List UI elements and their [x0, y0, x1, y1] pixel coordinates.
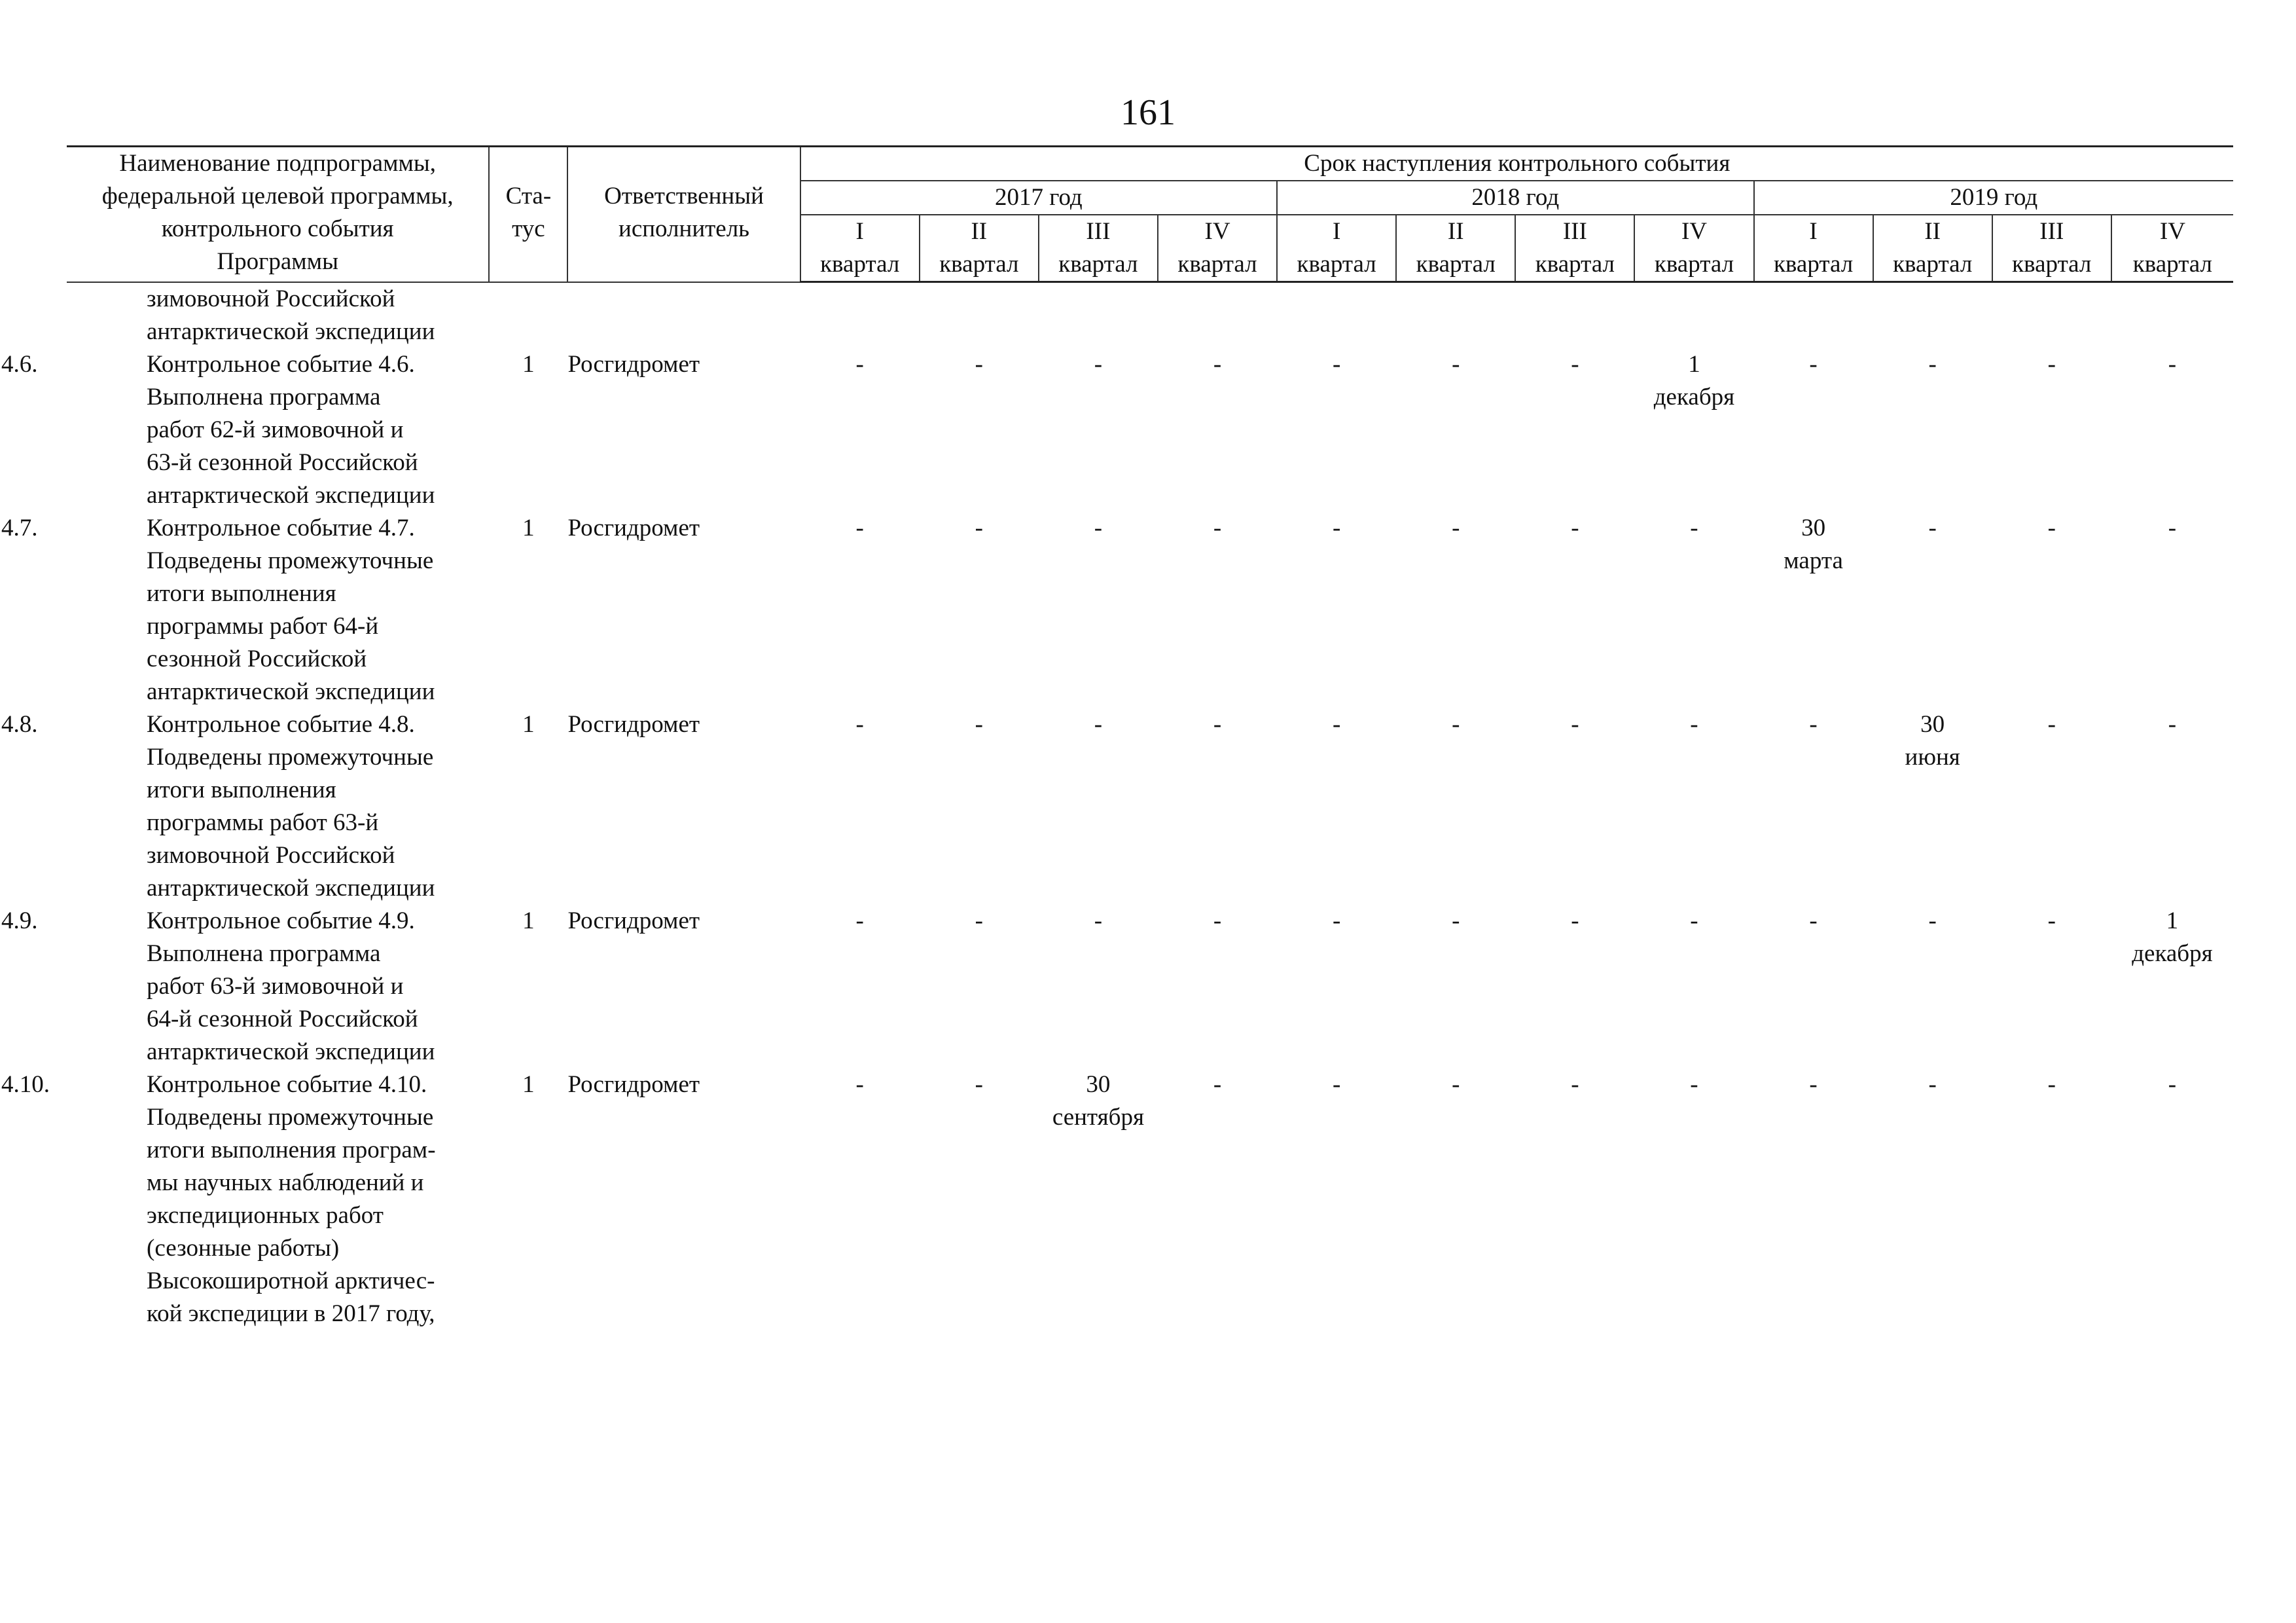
cell-value: - — [1094, 350, 1103, 378]
cell-value: - — [1094, 514, 1103, 541]
quarter-cell — [2111, 512, 2233, 708]
quarter-cell — [1754, 905, 1873, 1068]
quarter-cell — [1515, 708, 1634, 905]
quarter-cell — [920, 1068, 1039, 1330]
quarter-cell — [1039, 512, 1158, 708]
quarter-numeral: IV — [1204, 218, 1230, 245]
empty-cell — [1992, 282, 2111, 348]
quarter-word: квартал — [1535, 251, 1615, 278]
quarter-cell — [1992, 1068, 2111, 1330]
header-quarter — [1992, 215, 2111, 282]
quarter-cell — [1634, 708, 1753, 905]
empty-cell — [1873, 282, 1992, 348]
cell-value: - — [1690, 1070, 1698, 1098]
row-text-line: итоги выполнения — [147, 579, 336, 607]
quarter-numeral: III — [1086, 218, 1111, 245]
empty-cell — [1158, 282, 1277, 348]
header-executor-column — [567, 147, 800, 282]
empty-cell — [1277, 282, 1396, 348]
header-deadline: Срок наступления контрольного события — [800, 147, 2233, 181]
cell-value: - — [1809, 710, 1818, 738]
quarter-cell — [800, 905, 920, 1068]
header-quarter — [1039, 215, 1158, 282]
row-text-line: итоги выполнения — [147, 776, 336, 803]
cell-value: - — [2168, 1070, 2177, 1098]
quarter-word: квартал — [1177, 251, 1257, 278]
row-status: 1 — [522, 1070, 535, 1098]
row-text-line: программы работ 64-й — [147, 612, 379, 640]
header-quarter — [1754, 215, 1873, 282]
quarter-word: квартал — [1416, 251, 1496, 278]
row-number: 4.8. — [1, 710, 38, 738]
cell-value: - — [1690, 710, 1698, 738]
table-header — [67, 147, 2233, 282]
empty-cell — [1396, 282, 1515, 348]
empty-cell — [489, 282, 567, 348]
cell-value: - — [1571, 350, 1579, 378]
cell-month: марта — [1784, 547, 1843, 574]
row-executor: Росгидромет — [567, 907, 700, 934]
quarter-cell — [1039, 708, 1158, 905]
row-number: 4.10. — [1, 1070, 50, 1098]
row-text-line: Подведены промежуточные — [147, 547, 434, 574]
quarter-cell — [1873, 905, 1992, 1068]
row-text-line: Подведены промежуточные — [147, 743, 434, 771]
cell-value: 1 — [1688, 350, 1700, 378]
quarter-cell — [2111, 905, 2233, 1068]
row-status: 1 — [522, 907, 535, 934]
quarter-cell — [920, 708, 1039, 905]
cell-value: - — [1809, 907, 1818, 934]
quarter-cell — [1158, 1068, 1277, 1330]
header-name-line: Программы — [217, 248, 338, 275]
cell-value: 30 — [1801, 514, 1826, 541]
quarter-cell — [1873, 708, 1992, 905]
header-quarter — [1873, 215, 1992, 282]
row-text-line: Контрольное событие 4.7. — [147, 514, 415, 541]
quarter-numeral: II — [971, 218, 988, 245]
quarter-word: квартал — [1297, 251, 1376, 278]
quarter-numeral: III — [2039, 218, 2064, 245]
quarter-cell — [1277, 512, 1396, 708]
quarter-cell — [1396, 1068, 1515, 1330]
row-text-line: сезонной Российской — [147, 645, 367, 672]
cell-value: - — [1332, 1070, 1341, 1098]
row-text-line: антарктической экспедиции — [147, 481, 435, 509]
quarter-cell — [1277, 348, 1396, 512]
quarter-cell — [1754, 512, 1873, 708]
table-row — [67, 905, 2233, 1068]
quarter-numeral: III — [1562, 218, 1587, 245]
quarter-word: квартал — [1058, 251, 1138, 278]
cell-value: - — [1571, 907, 1579, 934]
quarter-cell — [1277, 905, 1396, 1068]
row-name-cell — [1, 905, 489, 1068]
cell-value: - — [1213, 514, 1222, 541]
header-quarter — [1634, 215, 1753, 282]
cell-value: - — [2168, 514, 2177, 541]
cell-value: - — [1094, 907, 1103, 934]
quarter-cell — [1873, 512, 1992, 708]
row-number: 4.7. — [1, 514, 38, 541]
cell-value: - — [975, 710, 983, 738]
table-row — [67, 708, 2233, 905]
row-name-cell — [1, 708, 489, 905]
header-quarter — [2111, 215, 2233, 282]
cell-value: - — [1452, 350, 1460, 378]
row-text-line: антарктической экспедиции — [147, 318, 435, 345]
cell-value: - — [1690, 907, 1698, 934]
table-row — [67, 348, 2233, 512]
cell-value: - — [1213, 710, 1222, 738]
quarter-cell — [1754, 348, 1873, 512]
row-text-line: Контрольное событие 4.10. — [147, 1070, 427, 1098]
quarter-word: квартал — [1773, 251, 1854, 278]
cell-value: - — [1094, 710, 1103, 738]
quarter-cell — [1634, 905, 1753, 1068]
row-executor: Росгидромет — [567, 710, 700, 738]
empty-cell — [2111, 282, 2233, 348]
header-year-2018: 2018 год — [1277, 181, 1753, 215]
cell-value: - — [1452, 710, 1460, 738]
row-text-line: антарктической экспедиции — [147, 678, 435, 705]
table-row — [67, 282, 2233, 348]
row-text-line: Выполнена программа — [147, 383, 381, 410]
quarter-cell — [1754, 1068, 1873, 1330]
quarter-cell — [2111, 1068, 2233, 1330]
cell-value: - — [1928, 350, 1937, 378]
quarter-cell — [1873, 1068, 1992, 1330]
quarter-word: квартал — [1893, 251, 1973, 278]
table-row — [67, 512, 2233, 708]
row-text-line: работ 63-й зимовочной и — [147, 972, 404, 1000]
control-events-table — [1, 145, 2233, 1330]
cell-value: - — [2047, 907, 2056, 934]
quarter-cell — [800, 348, 920, 512]
quarter-cell — [2111, 708, 2233, 905]
quarter-numeral: II — [1447, 218, 1464, 245]
cell-value: - — [855, 1070, 864, 1098]
cell-value: - — [855, 514, 864, 541]
quarter-cell — [1515, 348, 1634, 512]
cell-month: сентября — [1052, 1103, 1144, 1131]
quarter-numeral: IV — [2159, 218, 2185, 245]
header-name-column — [67, 147, 489, 282]
quarter-cell — [800, 708, 920, 905]
cell-value: - — [2047, 710, 2056, 738]
header-quarter — [1515, 215, 1634, 282]
row-text-line: работ 62-й зимовочной и — [147, 416, 404, 443]
cell-value: - — [2047, 514, 2056, 541]
quarter-cell — [1992, 512, 2111, 708]
quarter-cell — [1515, 1068, 1634, 1330]
cell-value: - — [855, 350, 864, 378]
cell-value: - — [1809, 350, 1818, 378]
quarter-cell — [1634, 512, 1753, 708]
quarter-cell — [1396, 905, 1515, 1068]
cell-value: - — [1571, 1070, 1579, 1098]
quarter-cell — [1992, 708, 2111, 905]
row-executor: Росгидромет — [567, 514, 700, 541]
header-quarter — [1277, 215, 1396, 282]
quarter-cell — [1158, 348, 1277, 512]
cell-value: - — [975, 514, 983, 541]
quarter-cell — [1396, 348, 1515, 512]
quarter-cell — [920, 905, 1039, 1068]
empty-cell — [920, 282, 1039, 348]
empty-cell — [567, 282, 800, 348]
cell-value: - — [2168, 350, 2177, 378]
cell-value: 30 — [1086, 1070, 1111, 1098]
cell-value: - — [1690, 514, 1698, 541]
row-text-line: антарктической экспедиции — [147, 874, 435, 902]
cell-value: - — [1809, 1070, 1818, 1098]
quarter-numeral: II — [1924, 218, 1941, 245]
row-text-line: зимовочной Российской — [147, 841, 395, 869]
empty-cell — [1634, 282, 1753, 348]
cell-value: - — [1332, 710, 1341, 738]
row-text-line: итоги выполнения програм- — [147, 1136, 436, 1163]
row-text-line: экспедиционных работ — [147, 1201, 384, 1229]
empty-cell — [1754, 282, 1873, 348]
quarter-cell — [1515, 512, 1634, 708]
quarter-cell — [1277, 708, 1396, 905]
quarter-cell — [800, 512, 920, 708]
cell-value: - — [2047, 1070, 2056, 1098]
quarter-word: квартал — [2012, 251, 2092, 278]
quarter-cell — [2111, 348, 2233, 512]
header-status-line: тус — [512, 215, 545, 242]
row-text — [67, 282, 489, 348]
header-status-line: Ста- — [505, 183, 552, 210]
cell-value: - — [1332, 907, 1341, 934]
row-text-line: мы научных наблюдений и — [147, 1169, 424, 1196]
cell-value: - — [1571, 514, 1579, 541]
table-row — [67, 1068, 2233, 1330]
header-name-line: федеральной целевой программы, — [101, 183, 454, 210]
quarter-cell — [1992, 348, 2111, 512]
row-text-line: программы работ 63-й — [147, 809, 379, 836]
header-status-column — [489, 147, 567, 282]
cell-value: - — [1452, 907, 1460, 934]
header-executor-line: исполнитель — [619, 215, 750, 242]
header-quarter — [1158, 215, 1277, 282]
quarter-cell — [1396, 708, 1515, 905]
quarter-word: квартал — [820, 251, 900, 278]
cell-value: 1 — [2166, 907, 2179, 934]
cell-month: декабря — [1653, 383, 1735, 410]
quarter-cell — [1396, 512, 1515, 708]
cell-month: декабря — [2132, 939, 2213, 967]
header-executor-line: Ответственный — [604, 183, 764, 210]
row-text-line: Выполнена программа — [147, 939, 381, 967]
quarter-cell — [1634, 348, 1753, 512]
row-name-cell — [1, 1068, 489, 1330]
empty-cell — [1039, 282, 1158, 348]
cell-value: - — [1928, 907, 1937, 934]
quarter-cell — [1158, 512, 1277, 708]
row-executor: Росгидромет — [567, 350, 700, 378]
quarter-cell — [1992, 905, 2111, 1068]
row-number: 4.6. — [1, 350, 38, 378]
quarter-numeral: IV — [1681, 218, 1707, 245]
empty-cell — [1515, 282, 1634, 348]
empty-cell — [800, 282, 920, 348]
quarter-cell — [920, 348, 1039, 512]
quarter-numeral: I — [1332, 218, 1341, 245]
quarter-cell — [1158, 708, 1277, 905]
header-name-line: Наименование подпрограммы, — [119, 150, 437, 177]
quarter-cell — [1039, 348, 1158, 512]
row-status: 1 — [522, 350, 535, 378]
header-year-2017: 2017 год — [800, 181, 1277, 215]
quarter-cell — [1873, 348, 1992, 512]
row-text-line: антарктической экспедиции — [147, 1038, 435, 1065]
cell-value: - — [1213, 350, 1222, 378]
quarter-word: квартал — [2132, 251, 2213, 278]
quarter-numeral: I — [1809, 218, 1818, 245]
row-text-line: Контрольное событие 4.8. — [147, 710, 415, 738]
row-name-cell — [1, 348, 489, 512]
header-year-2019: 2019 год — [1754, 181, 2233, 215]
quarter-word: квартал — [939, 251, 1019, 278]
row-text-line: Высокоширотной арктичес- — [147, 1267, 435, 1294]
cell-value: 30 — [1920, 710, 1945, 738]
cell-value: - — [855, 710, 864, 738]
header-quarter — [1396, 215, 1515, 282]
row-executor: Росгидромет — [567, 1070, 700, 1098]
quarter-cell — [800, 1068, 920, 1330]
cell-value: - — [1928, 1070, 1937, 1098]
quarter-cell — [1158, 905, 1277, 1068]
header-quarter — [920, 215, 1039, 282]
row-text-line: 63-й сезонной Российской — [147, 448, 418, 476]
cell-value: - — [975, 1070, 983, 1098]
quarter-cell — [1634, 1068, 1753, 1330]
cell-value: - — [975, 907, 983, 934]
cell-value: - — [1213, 1070, 1222, 1098]
header-quarter — [800, 215, 920, 282]
quarter-word: квартал — [1654, 251, 1734, 278]
quarter-numeral: I — [855, 218, 864, 245]
row-text-line: Контрольное событие 4.9. — [147, 907, 415, 934]
cell-value: - — [1332, 350, 1341, 378]
cell-value: - — [1571, 710, 1579, 738]
row-text-line: кой экспедиции в 2017 году, — [147, 1300, 435, 1327]
row-text-line: (сезонные работы) — [147, 1234, 340, 1262]
cell-month: июня — [1905, 743, 1960, 771]
row-text-line: зимовочной Российской — [147, 285, 395, 312]
quarter-cell — [1039, 1068, 1158, 1330]
header-name-line: контрольного события — [161, 215, 394, 242]
cell-value: - — [1452, 514, 1460, 541]
quarter-cell — [1039, 905, 1158, 1068]
row-number: 4.9. — [1, 907, 38, 934]
cell-value: - — [1928, 514, 1937, 541]
cell-value: - — [855, 907, 864, 934]
row-text-line: 64-й сезонной Российской — [147, 1005, 418, 1032]
row-status: 1 — [522, 710, 535, 738]
row-text-line: Подведены промежуточные — [147, 1103, 434, 1131]
cell-value: - — [2168, 710, 2177, 738]
row-text-line: Контрольное событие 4.6. — [147, 350, 415, 378]
row-name-cell — [1, 512, 489, 708]
cell-value: - — [975, 350, 983, 378]
quarter-cell — [920, 512, 1039, 708]
cell-value: - — [1452, 1070, 1460, 1098]
quarter-cell — [1277, 1068, 1396, 1330]
cell-value: - — [1213, 907, 1222, 934]
page-number: 161 — [1121, 92, 1175, 133]
row-status: 1 — [522, 514, 535, 541]
quarter-cell — [1515, 905, 1634, 1068]
cell-value: - — [1332, 514, 1341, 541]
cell-value: - — [2047, 350, 2056, 378]
quarter-cell — [1754, 708, 1873, 905]
